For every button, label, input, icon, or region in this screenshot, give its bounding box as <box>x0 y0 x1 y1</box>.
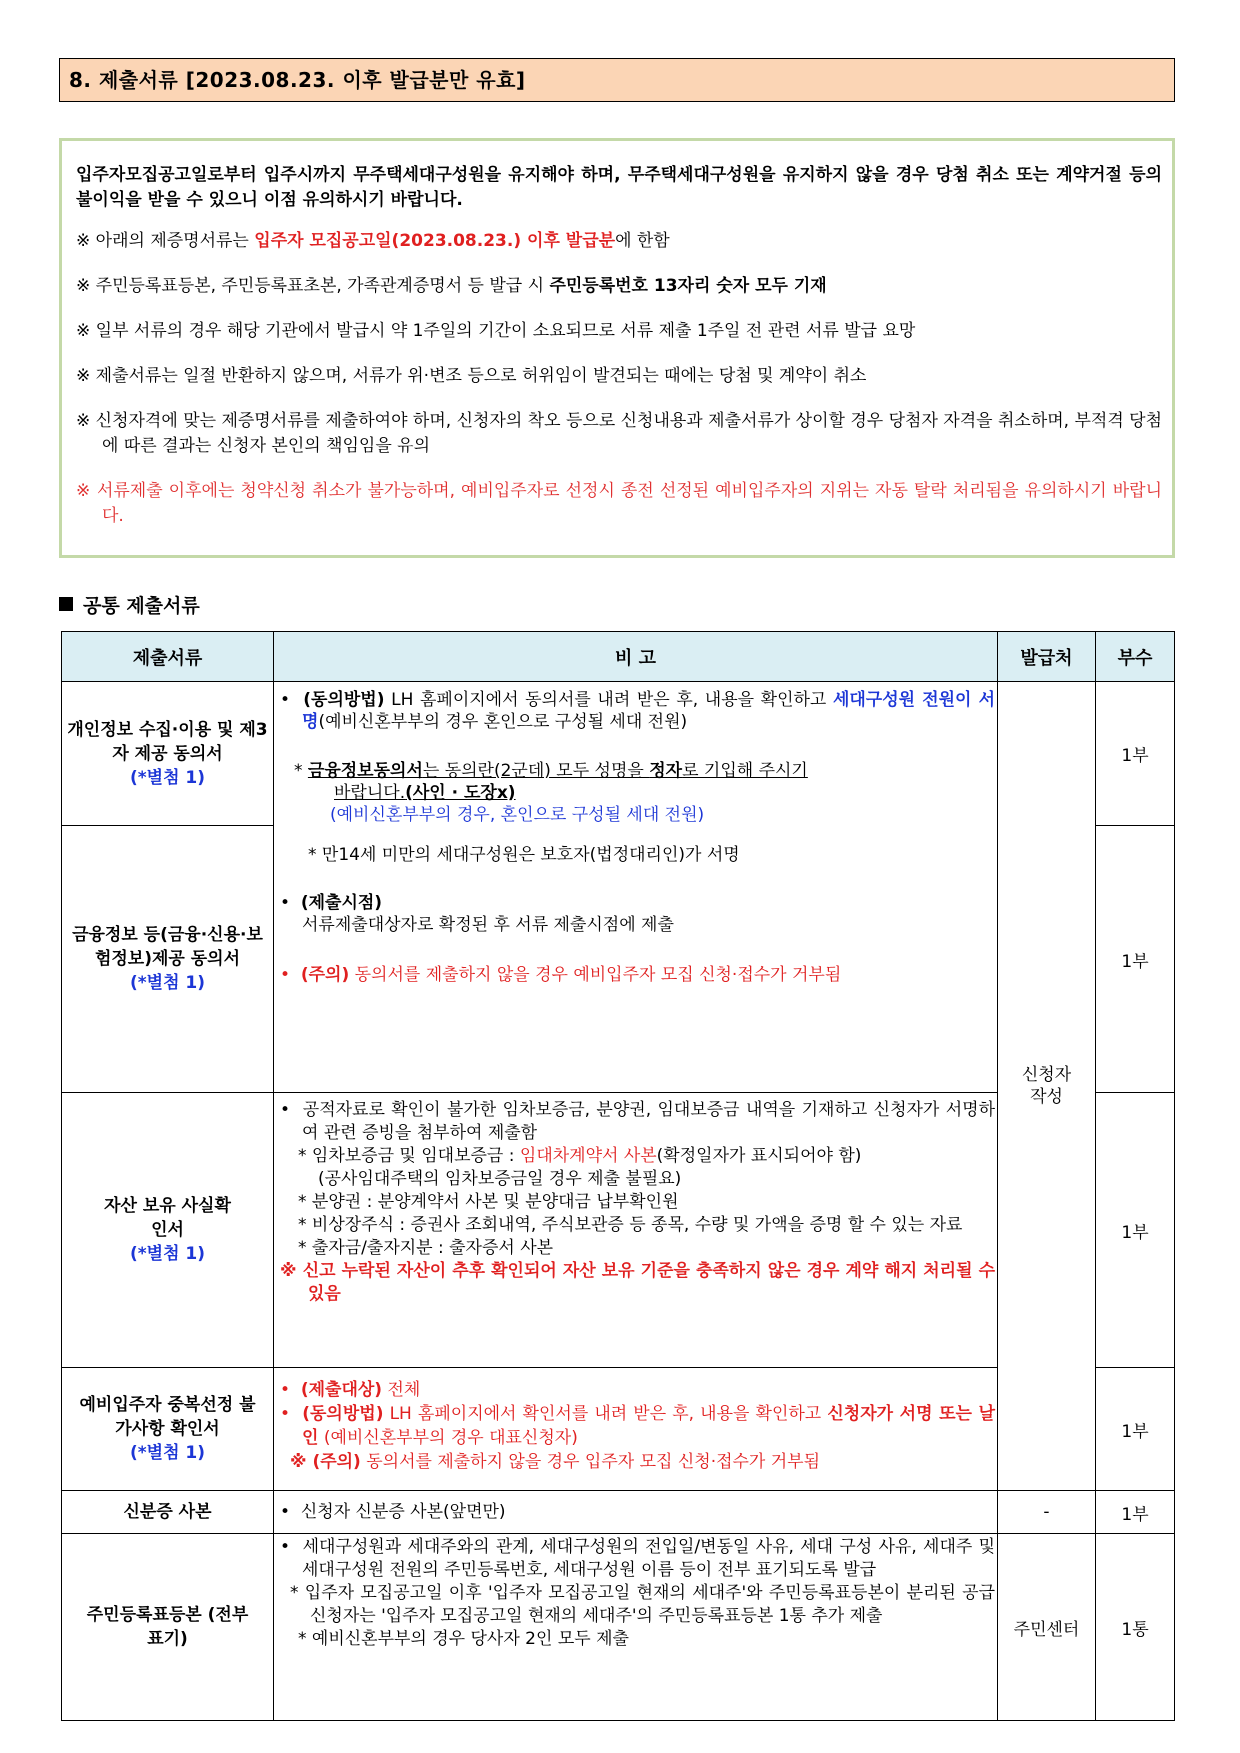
doc-name: 개인정보 수집·이용 및 제3자 제공 동의서 (*별첨 1) <box>62 682 274 826</box>
table-header-row <box>62 632 1175 682</box>
notice-item: ※ 제출서류는 일절 반환하지 않으며, 서류가 위·변조 등으로 허위임이 발견되는 때에는 당첨 및 계약이 취소 <box>76 366 867 386</box>
consent-remark: • (동의방법) LH 홈페이지에서 동의서를 내려 받은 후, 내용을 확인하고 세대구성원 전원이 서명(예비신혼부부의 경우 혼인으로 구성될 세대 전원) * 금융정보동의서는 동의란(2군데) 모두 성명을 정자로 기입해 주시기 바랍니다.(사인 · 도장x) (예비신혼부부의 경우, 혼인으로 구성될 세대 전원) * 만14세 미만의 세대구성원은 보호자(법정대리인)가 서명 • (제출시점) 서류제출대상자로 확정된 후 서류 제출시점에 제출 • (주의) 동의서를 제출하지 않을 경우 예비입주자 모집 신청·접수가 거부됨 <box>274 682 998 1093</box>
doc-name: 신분증 사본 <box>62 1491 274 1534</box>
table-row <box>62 1534 1175 1721</box>
doc-name: 금융정보 등(금융·신용·보험정보)제공 동의서 (*별첨 1) <box>62 826 274 1093</box>
notice-item: ※ 아래의 제증명서류는 입주자 모집공고일(2023.08.23.) 이후 발급분에 한함 <box>76 231 670 251</box>
header-count: 부수 <box>1096 632 1175 682</box>
count-cell: 1부 <box>1096 1368 1175 1491</box>
notice-item: ※ 주민등록표등본, 주민등록표초본, 가족관계증명서 등 발급 시 주민등록번호 13자리 숫자 모두 기재 <box>76 276 827 296</box>
duplicate-remark: • (제출대상) 전체 • (동의방법) LH 홈페이지에서 확인서를 내려 받은 후, 내용을 확인하고 신청자가 서명 또는 날인 (예비신혼부부의 경우 대표신청자) ※ (주의) 동의서를 제출하지 않을 경우 입주자 모집 신청·접수가 거부됨 <box>274 1368 998 1491</box>
issuer-cell: - <box>998 1491 1096 1534</box>
common-docs-heading: 공통 제출서류 <box>59 591 200 618</box>
section-title: 8. 제출서류 [2023.08.23. 이후 발급분만 유효] <box>59 58 1175 102</box>
resident-remark: • 세대구성원과 세대주와의 관계, 세대구성원의 전입일/변동일 사유, 세대 구성 사유, 세대주 및 세대구성원 전원의 주민등록번호, 세대구성원 이름 등이 전부 표기되도록 발급 * 입주자 모집공고일 이후 '입주자 모집공고일 현재의 세대주'와 주민등록표등본이 분리된 공급신청자는 '입주자 모집공고일 현재의 세대주'의 주민등록표등본 1통 추가 제출 * 예비신혼부부의 경우 당사자 2인 모두 제출 <box>274 1534 998 1721</box>
square-bullet-icon <box>59 597 73 611</box>
notice-item: ※ 신청자격에 맞는 제증명서류를 제출하여야 하며, 신청자의 착오 등으로 신청내용과 제출서류가 상이할 경우 당첨자 자격을 취소하며, 부적격 당첨에 따른 결과는 신청자 본인의 책임임을 유의 <box>76 411 1162 456</box>
notice-box <box>59 138 1175 558</box>
count-cell: 1부 <box>1096 682 1175 826</box>
count-cell: 1부 <box>1096 1491 1175 1534</box>
doc-name: 자산 보유 사실확인서 (*별첨 1) <box>62 1093 274 1368</box>
count-cell: 1부 <box>1096 1093 1175 1368</box>
asset-remark: • 공적자료로 확인이 불가한 임차보증금, 분양권, 임대보증금 내역을 기재하고 신청자가 서명하여 관련 증빙을 첨부하여 제출함 * 임차보증금 및 임대보증금 : 임대차계약서 사본(확정일자가 표시되어야 함) (공사임대주택의 임차보증금일 경우 제출 불필요) * 분양권 : 분양계약서 사본 및 분양대금 납부확인원 * 비상장주식 : 증권사 조회내역, 주식보관증 등 종목, 수량 및 가액을 증명 할 수 있는 자료 * 출자금/출자지분 : 출자증서 사본 ※ 신고 누락된 자산이 추후 확인되어 자산 보유 기준을 충족하지 않은 경우 계약 해지 처리될 수 있음 <box>274 1093 998 1368</box>
header-doc: 제출서류 <box>62 632 274 682</box>
id-remark: • 신청자 신분증 사본(앞면만) <box>274 1491 998 1534</box>
notice-intro: 입주자모집공고일로부터 입주시까지 무주택세대구성원을 유지해야 하며, 무주택세대구성원을 유지하지 않을 경우 당첨 취소 또는 계약거절 등의 불이익을 받을 수 있으니 이점 유의하시기 바랍니다. <box>76 165 1162 210</box>
header-issuer: 발급처 <box>998 632 1096 682</box>
header-remark: 비 고 <box>274 632 998 682</box>
count-cell: 1통 <box>1096 1534 1175 1721</box>
issuer-cell: 주민센터 <box>998 1534 1096 1721</box>
notice-item-warning: ※ 서류제출 이후에는 청약신청 취소가 불가능하며, 예비입주자로 선정시 종전 선정된 예비입주자의 지위는 자동 탈락 처리됨을 유의하시기 바랍니다. <box>76 481 1162 526</box>
table-row <box>62 1491 1175 1534</box>
doc-name: 예비입주자 중복선정 불가사항 확인서 (*별첨 1) <box>62 1368 274 1491</box>
documents-table <box>61 631 1175 1721</box>
count-cell: 1부 <box>1096 826 1175 1093</box>
doc-name: 주민등록표등본 (전부표기) <box>62 1534 274 1721</box>
issuer-cell: 신청자 작성 <box>998 682 1096 1491</box>
notice-item: ※ 일부 서류의 경우 해당 기관에서 발급시 약 1주일의 기간이 소요되므로 서류 제출 1주일 전 관련 서류 발급 요망 <box>76 321 916 341</box>
table-row <box>62 682 1175 826</box>
